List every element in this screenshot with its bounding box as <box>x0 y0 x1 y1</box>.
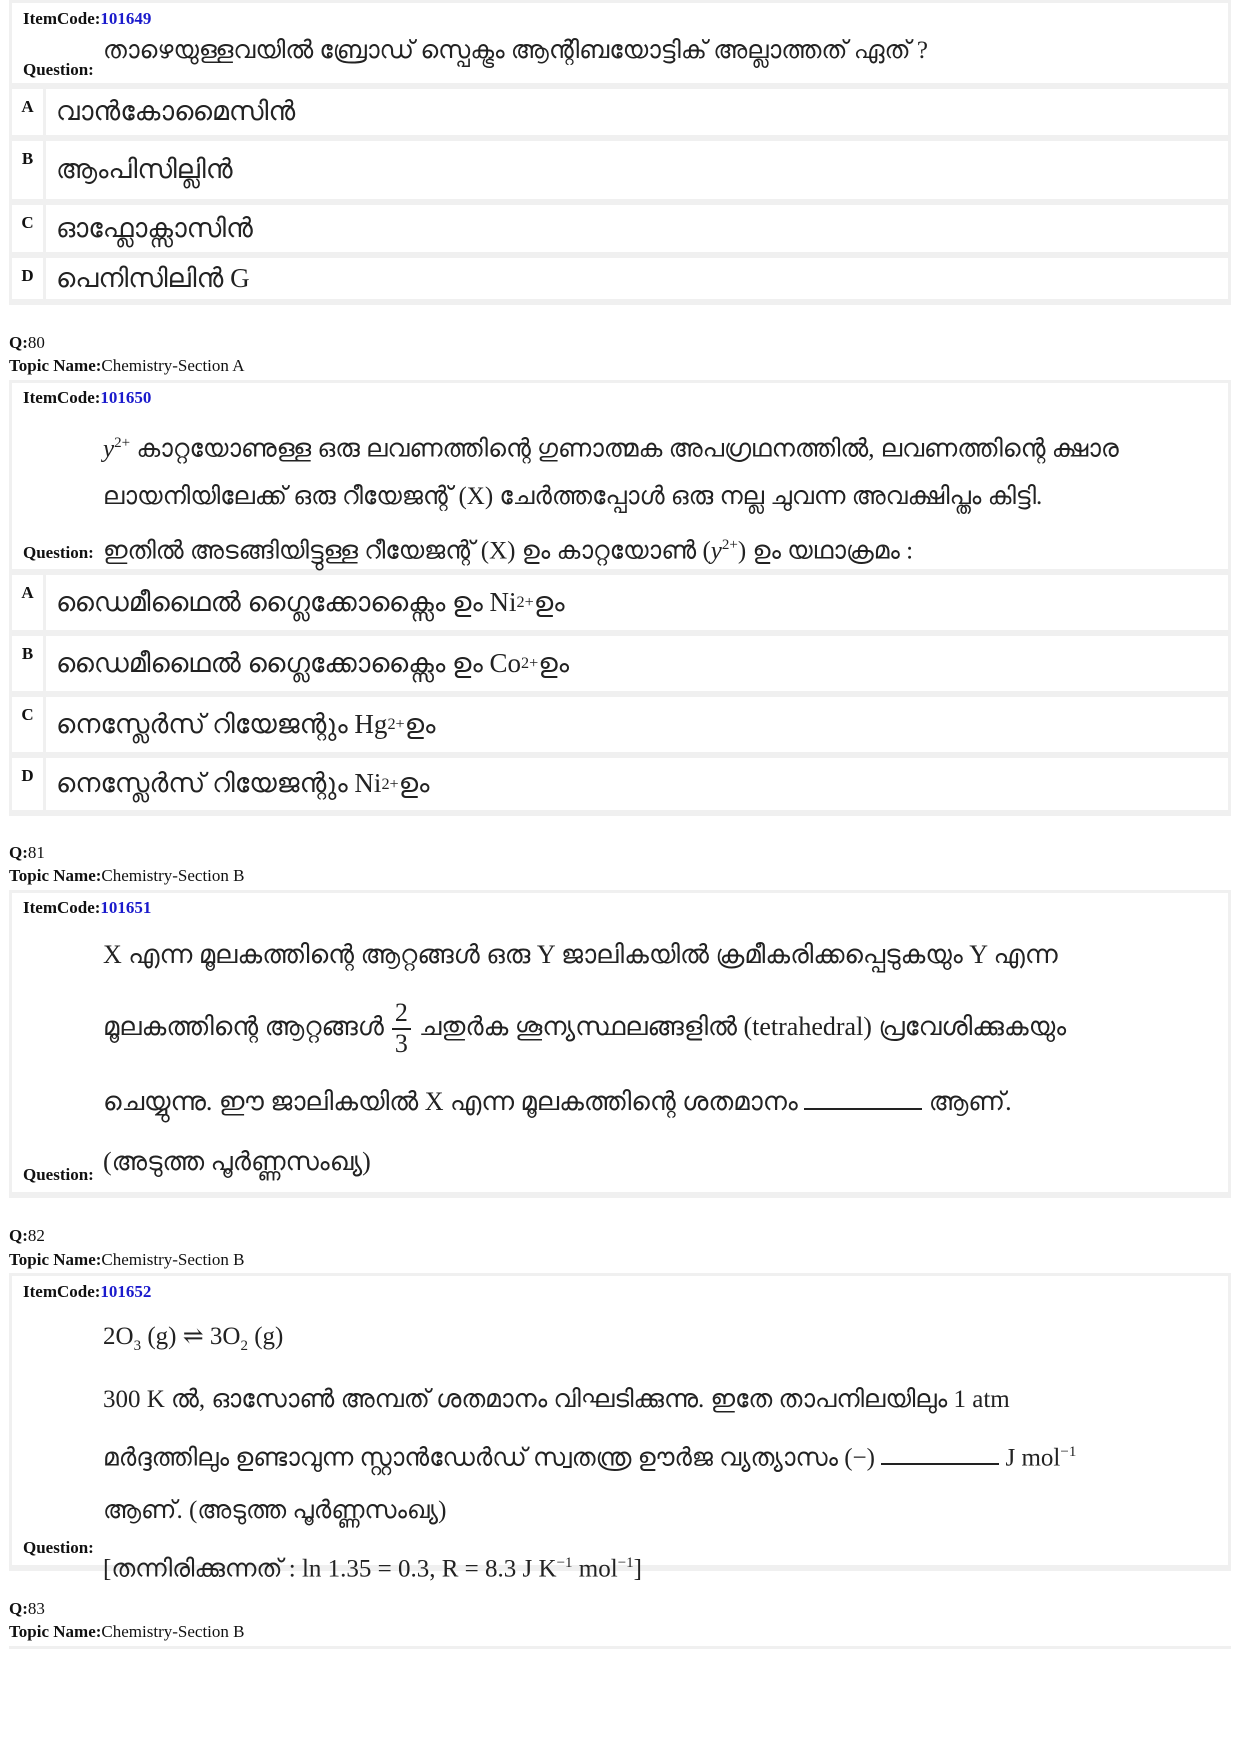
question-number: Q:81 <box>9 843 45 862</box>
topic-name: Topic Name:Chemistry-Section B <box>9 1250 245 1269</box>
question-cell <box>12 383 1228 569</box>
option-d[interactable]: D നെസ്ലേർസ് റിയേജന്റും Ni 2+ ഉം <box>12 758 1228 810</box>
topic-name: Topic Name:Chemistry-Section A <box>9 356 245 375</box>
question-label: Question: <box>23 1165 94 1184</box>
option-a[interactable]: A വാൻകോമൈസിൻ <box>12 89 1228 135</box>
fraction: $\frac{2}{3}$ <box>392 999 411 1058</box>
question-cell <box>12 1276 1228 1583</box>
question-text: താഴെയുള്ളവയിൽ ബ്രോഡ് സ്പെക്ട്രം ആന്റിബയോട്ടിക് അല്ലാത്തത് ഏത് ? <box>103 37 928 64</box>
question-number: Q:83 <box>9 1599 45 1618</box>
divider <box>9 1646 1231 1649</box>
question-label: Question: <box>23 543 94 562</box>
option-c[interactable]: C ഓഫ്ലോക്സാസിൻ <box>12 205 1228 252</box>
question-label: Question: <box>23 60 94 79</box>
question-text: $2O_3$ (g) ⇌ $3O_2$ (g) 300 K ൽ, ഓസോൺ അമ്പത് ശതമാനം വിഘടിക്കുന്നു. ഇതേ താപനിലയിലും 1 atm മർദ്ദത്തിലും ഉണ്ടാവുന്ന സ്റ്റാൻഡേർഡ് സ്വതന്ത്ര ഊർജ വ്യത്യാസം (−) J mol$^{-1}$ ആണ്. (അടുത്ത പൂർണ്ണസംഖ്യ) [തന്നിരിക്കുന്നത് : ln 1.35 = 0.3, R = 8.3 J $K^{-1}$ mol$^{-1}$] <box>103 1323 1077 1583</box>
answer-blank <box>881 1443 999 1465</box>
question-label: Question: <box>23 1538 94 1557</box>
question-number: Q:80 <box>9 333 45 352</box>
question-block-82 <box>9 1273 1231 1583</box>
question-text: $y^{2+}$ കാറ്റയോണുള്ള ഒരു ലവണത്തിന്റെ ഗുണാത്മക അപഗ്രഥനത്തിൽ, ലവണത്തിന്റെ ക്ഷാര ലായനിയിലേക്ക് ഒരു റീയേജന്റ് (X) ചേർത്തപ്പോൾ ഒരു നല്ല ചുവന്ന അവക്ഷിപ്തം കിട്ടി. ഇതിൽ അടങ്ങിയിട്ടുള്ള റീയേജന്റ് (X) ഉം കാറ്റയോൺ $(y^{2+})$ ഉം യഥാക്രമം : <box>103 435 1119 565</box>
item-code: ItemCode:101649 <box>23 9 152 28</box>
question-cell <box>12 893 1228 1192</box>
option-b[interactable]: B ആംപിസില്ലിൻ <box>12 141 1228 199</box>
question-block-80 <box>9 380 1231 816</box>
answer-blank <box>804 1088 922 1110</box>
question-number: Q:82 <box>9 1226 45 1245</box>
option-c[interactable]: C നെസ്ലേർസ് റിയേജന്റും Hg 2+ ഉം <box>12 697 1228 752</box>
topic-name: Topic Name:Chemistry-Section B <box>9 866 245 885</box>
item-code: ItemCode:101651 <box>23 898 152 917</box>
option-a[interactable]: A ഡൈമീഥൈൽ ഗ്ലൈക്കോക്സൈം ഉം Ni 2+ ഉം <box>12 575 1228 630</box>
question-block-81 <box>9 890 1231 1198</box>
question-cell <box>12 3 1228 83</box>
item-code: ItemCode:101652 <box>23 1282 152 1301</box>
option-b[interactable]: B ഡൈമീഥൈൽ ഗ്ലൈക്കോക്സൈം ഉം Co 2+ ഉം <box>12 636 1228 691</box>
question-text: X എന്ന മൂലകത്തിന്റെ ആറ്റങ്ങൾ ഒരു Y ജാലികയിൽ ക്രമീകരിക്കപ്പെടുകയും Y എന്ന മൂലകത്തിന്റെ ആറ്റങ്ങൾ $\frac{2}{3}$ ചതുർക ശൂന്യസ്ഥലങ്ങളിൽ (tetrahedral) പ്രവേശിക്കുകയും ചെയ്യുന്നു. ഈ ജാലികയിൽ X എന്ന മൂലകത്തിന്റെ ശതമാനം ആണ്. (അടുത്ത പൂർണ്ണസംഖ്യ) <box>103 940 1067 1176</box>
topic-name: Topic Name:Chemistry-Section B <box>9 1622 245 1641</box>
question-block-79 <box>9 0 1231 305</box>
option-d[interactable]: D പെനിസിലിൻ G <box>12 258 1228 299</box>
item-code: ItemCode:101650 <box>23 388 152 407</box>
